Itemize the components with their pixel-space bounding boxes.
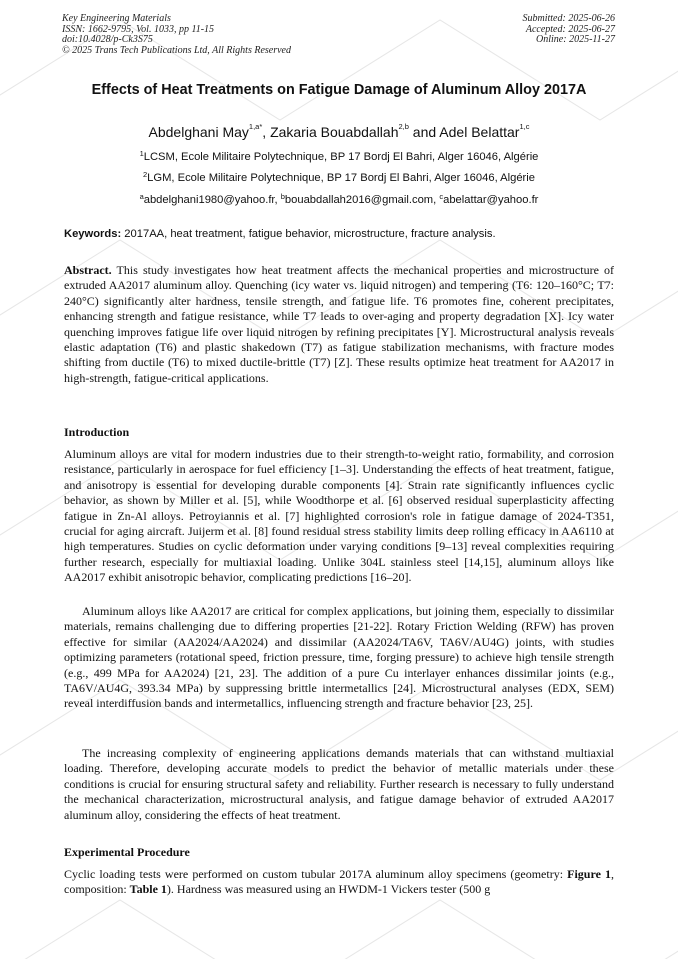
author-affiliation-mark: 2,b	[398, 122, 409, 131]
keywords	[64, 228, 624, 240]
experimental-paragraph-1: Cyclic loading tests were performed on custom tubular 2017A aluminum alloy specimens (geometry: Figure 1, composition: Table 1). Hardness was measured using an HWDM-1 Vickers tester (500 g	[64, 867, 614, 897]
author-name: Adel Belattar	[439, 124, 520, 140]
publication-dates	[523, 14, 616, 46]
author-name: Zakaria Bouabdallah	[270, 124, 399, 140]
author-affiliation-mark: 1,c	[519, 122, 530, 131]
intro-paragraph-3: The increasing complexity of engineering applications demands materials that can withstand multiaxial loading. Therefore, developing accurate models to predict the behavior of metallic materials under these conditions is crucial for ensuring structural safety and reliability. Further research is necessary to fully understand the mechanical characterization, microstructural analysis, and fatigue damage behavior of extruded AA2017 aluminum alloy, considering the effects of heat treatment.	[64, 746, 614, 822]
author-list: Abdelghani May$^{1,a*}$, Zakaria Bouabdallah$^{2,b}$ and Adel Belattar$^{1,c}$	[148, 122, 530, 140]
email-link[interactable]: bouabdallah2016@gmail.com,	[284, 194, 440, 206]
journal-name: Key Engineering Materials	[62, 13, 171, 24]
abstract	[64, 263, 614, 386]
affiliation: $^2$LGM, Ecole Militaire Polytechnique, BP 17 Bordj El Bahri, Alger 16046, Algérie	[142, 170, 535, 184]
author-name: Abdelghani May	[148, 124, 249, 140]
section-heading-experimental: Experimental Procedure	[64, 845, 190, 859]
abstract-text: This study investigates how heat treatment affects the mechanical properties and microstructure of extruded AA2017 aluminum alloy. Quenching (icy water vs. liquid nitrogen) and tempering (T6: 120–160°C; T7: 240°C) significantly alter hardness, tensile strength, and fatigue life. T6 promotes fine, coherent precipitates, enhancing strength and fatigue resistance, while T7 leads to over-aging and property degradation [X]. Icy water quenching improves fatigue life over liquid nitrogen by refining precipitates [Y]. Microstructural analysis reveals elastic adaptation (T6) and plastic shakedown (T7) as fatigue stabilization mechanisms, with fracture modes shifting from ductile (T6) to mixed ductile-brittle (T7) [Z]. These results optimize heat treatment for AA2017 in high-strength, fatigue-critical applications.	[64, 263, 614, 385]
email-link[interactable]: abelattar@yahoo.fr	[443, 194, 539, 206]
online-date: Online: 2025-11-27	[536, 34, 615, 46]
author-affiliation-mark: 1,a*	[248, 122, 263, 131]
intro-paragraph-1: Aluminum alloys are vital for modern industries due to their strength-to-weight ratio, formability, and corrosion resistance, particularly in aerospace for fuel efficiency [1–3]. Understanding the effects of heat treatment, fatigue, and anisotropy is essential for developing durable components [4]. Strain rate significantly influences cyclic behavior, as shown by Miller et al. [5], while Woodthorpe et al. [6] observed residual superplasticity affecting fatigue in Zn-Al alloys. Petroyiannis et al. [7] highlighted corrosion's role in fatigue damage of 2024-T351, crucial for aging aircraft. Juijerm et al. [8] found residual stress stability limits deep rolling efficacy in AA6110 at high temperatures. Studies on cyclic deformation under varying conditions [9–13] reveal complexities requiring further research, especially for multiaxial loading. Unlike 304L stainless steel [14,15], aluminum alloys like AA2017 exhibit anisotropic behavior, complicating predictions [16–20].	[64, 447, 614, 585]
abstract-label: Abstract.	[64, 263, 112, 277]
accepted-date: Accepted: 2025-06-27	[525, 23, 615, 35]
journal-info	[62, 14, 291, 56]
section-heading-introduction: Introduction	[64, 425, 130, 439]
keywords-text: 2017AA, heat treatment, fatigue behavior, microstructure, fracture analysis.	[121, 228, 496, 240]
submitted-date: Submitted: 2025-06-26	[522, 13, 615, 24]
intro-paragraph-2: Aluminum alloys like AA2017 are critical for complex applications, but joining them, especially to dissimilar materials, remains challenging due to differing properties [21-22]. Rotary Friction Welding (RFW) has proven effective for similar (AA2024/AA2024) and dissimilar (AA2024/TA6V, TA6V/AU4G) joints, with studies optimizing parameters (rotational speed, friction pressure, time, forging pressure) to achieve high tensile strength (e.g., 499 MPa for AA2024) [21, 23]. The addition of a pure Cu interlayer enhances dissimilar joints (e.g., TA6V/AU4G, 393.34 MPa) by suppressing brittle intermetallics [24]. Microstructural analyses (EDX, SEM) reveal interdiffusion bands and intermetallics, influencing strength and fracture behavior [23, 25].	[64, 604, 614, 711]
email-link[interactable]: abdelghani1980@yahoo.fr,	[143, 194, 281, 206]
affiliation: $^1$LCSM, Ecole Militaire Polytechnique, BP 17 Bordj El Bahri, Alger 16046, Algérie	[139, 149, 539, 163]
copyright-line: © 2025 Trans Tech Publications Ltd, All Rights Reserved	[62, 44, 291, 56]
issn-line: ISSN: 1662-9795, Vol. 1033, pp 11-15	[62, 23, 215, 35]
table-1-reference[interactable]: Table 1	[129, 882, 167, 897]
doi-line: doi:10.4028/p-Ck3S75	[62, 34, 153, 46]
figure-1-reference[interactable]: Figure 1	[567, 867, 611, 881]
paper-title: Effects of Heat Treatments on Fatigue Damage of Aluminum Alloy 2017A	[91, 82, 587, 98]
author-emails: $^a$abdelghani1980@yahoo.fr, $^b$bouabdallah2016@gmail.com, $^c$abelattar@yahoo.fr	[139, 192, 539, 206]
keywords-label: Keywords:	[64, 228, 122, 240]
